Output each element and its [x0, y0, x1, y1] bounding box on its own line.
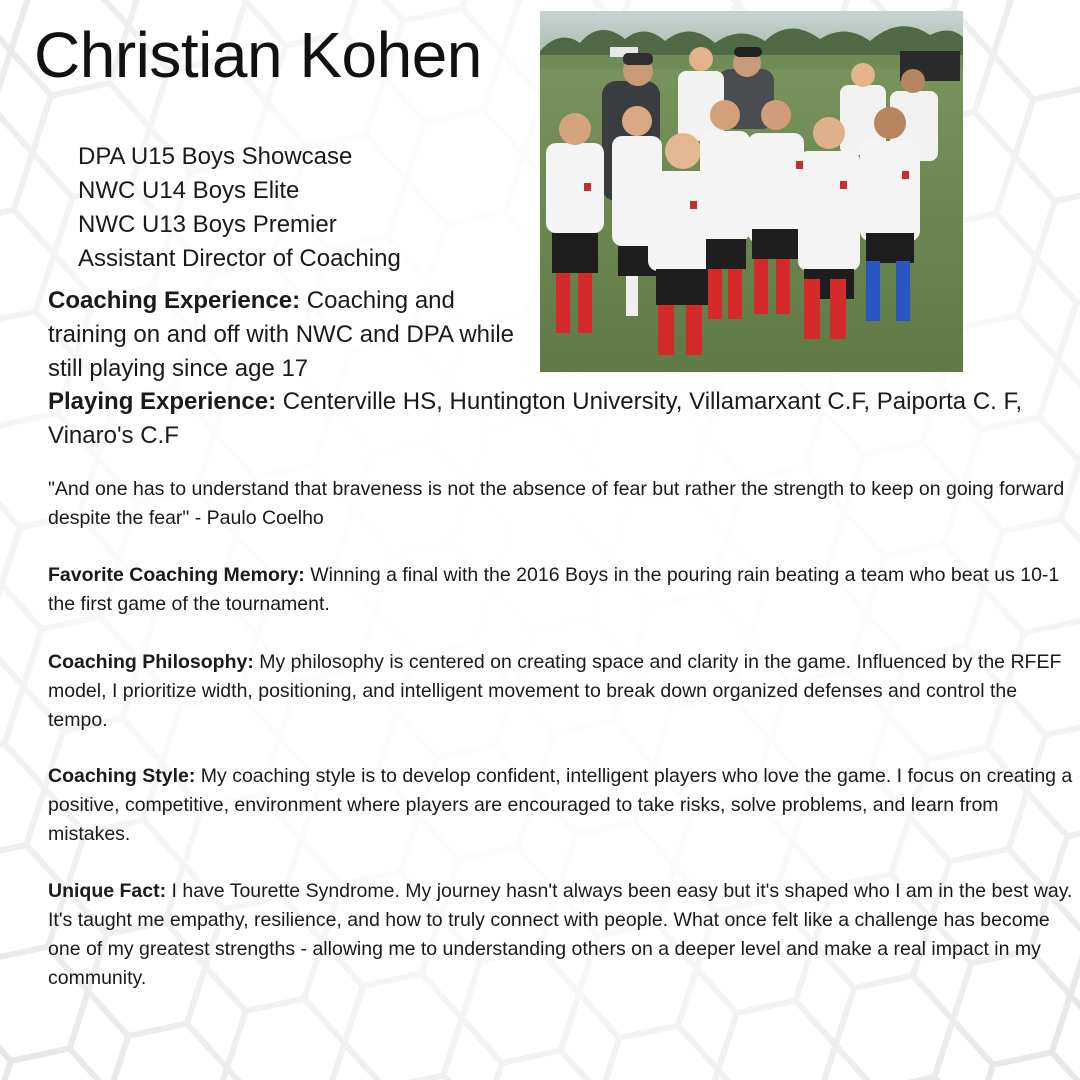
coach-name: Christian Kohen: [34, 19, 482, 91]
quote: "And one has to understand that braveness is not the absence of fear but rather the strength to keep on going forward despite the fear" - Paulo Coelho: [48, 478, 1065, 529]
team-photo: [540, 11, 963, 372]
unique-fact-section: [48, 877, 1073, 993]
favorite-memory-section: [48, 561, 1073, 619]
playing-experience: [48, 385, 1058, 453]
team-item: DPA U15 Boys Showcase: [78, 143, 353, 170]
section-text: I have Tourette Syndrome. My journey hasn't always been easy but it's shaped who I am in the best way. It's taught me empathy, resilience, and how to truly connect with people. What once felt like a challenge has become one of my greatest strengths - allowing me to understanding others on a deeper level and make a real impact in my community.: [48, 880, 1073, 989]
section-text: My coaching style is to develop confident, intelligent players who love the game. I focus on creating a positive, competitive, environment where players are encouraged to take risks, solve problems, and learn from mistakes.: [48, 765, 1073, 845]
section-text: Winning a final with the 2016 Boys in the pouring rain beating a team who beat us 10-1 the first game of the tournament.: [48, 564, 1060, 615]
section-text: My philosophy is centered on creating space and clarity in the game. Influenced by the RFEF model, I prioritize width, positioning, and intelligent movement to break down organized defenses and control the tempo.: [48, 651, 1062, 731]
playing-experience-text: Centerville HS, Huntington University, Villamarxant C.F, Paiporta C. F, Vinaro's C.F: [48, 388, 1023, 449]
coaching-experience: [48, 284, 518, 386]
philosophy-section: [48, 648, 1073, 735]
role-item: Assistant Director of Coaching: [78, 245, 401, 272]
playing-experience-label: Playing Experience:: [48, 388, 277, 415]
section-label: Favorite Coaching Memory:: [48, 564, 305, 586]
team-item: NWC U14 Boys Elite: [78, 177, 300, 204]
team-list: [78, 140, 401, 276]
section-label: Unique Fact:: [48, 880, 167, 902]
team-item: NWC U13 Boys Premier: [78, 211, 337, 238]
coaching-experience-label: Coaching Experience:: [48, 287, 301, 314]
coaching-experience-text: Coaching and training on and off with NWC and DPA while still playing since age 17: [48, 287, 515, 382]
section-label: Coaching Style:: [48, 765, 196, 787]
section-label: Coaching Philosophy:: [48, 651, 254, 673]
style-section: [48, 762, 1073, 849]
